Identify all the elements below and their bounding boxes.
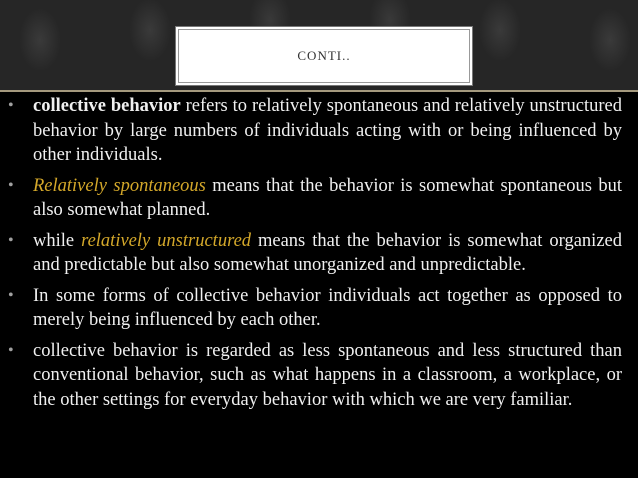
item-text: refers to relatively spontaneous and relatively unstructured behavior by large numbers of individuals acting with or being influenced by other individuals.	[33, 96, 622, 165]
term-italic: Relatively spontaneous	[33, 175, 206, 196]
item-text: means that the behavior is somewhat organized and predictable but also somewhat unorganized and unpredictable.	[33, 230, 622, 275]
list-item	[8, 229, 622, 278]
title-box	[178, 29, 470, 83]
list-item	[8, 174, 622, 223]
item-text: while	[33, 230, 82, 251]
item-text: collective behavior is regarded as less spontaneous and less structured than conventional behavior, such as what happens in a classroom, a workplace, or the other settings for everyday behavior with which we are very familiar.	[33, 340, 622, 410]
term-bold: collective behavior	[33, 96, 181, 116]
bullet-list	[8, 94, 622, 418]
slide-title: CONTI..	[297, 48, 351, 63]
list-item	[8, 94, 622, 168]
list-item	[8, 339, 622, 413]
bullet-icon: •	[8, 286, 14, 304]
item-text: means that the behavior is somewhat spontaneous but also somewhat planned.	[33, 175, 622, 220]
bullet-icon: •	[8, 176, 14, 194]
list-item	[8, 284, 622, 333]
bullet-icon: •	[8, 231, 14, 249]
header-divider	[0, 90, 638, 92]
item-text: In some forms of collective behavior individuals act together as opposed to merely being influenced by each other.	[33, 285, 622, 330]
term-italic: relatively unstructured	[81, 230, 252, 251]
bullet-icon: •	[8, 97, 14, 114]
bullet-icon: •	[8, 341, 14, 359]
